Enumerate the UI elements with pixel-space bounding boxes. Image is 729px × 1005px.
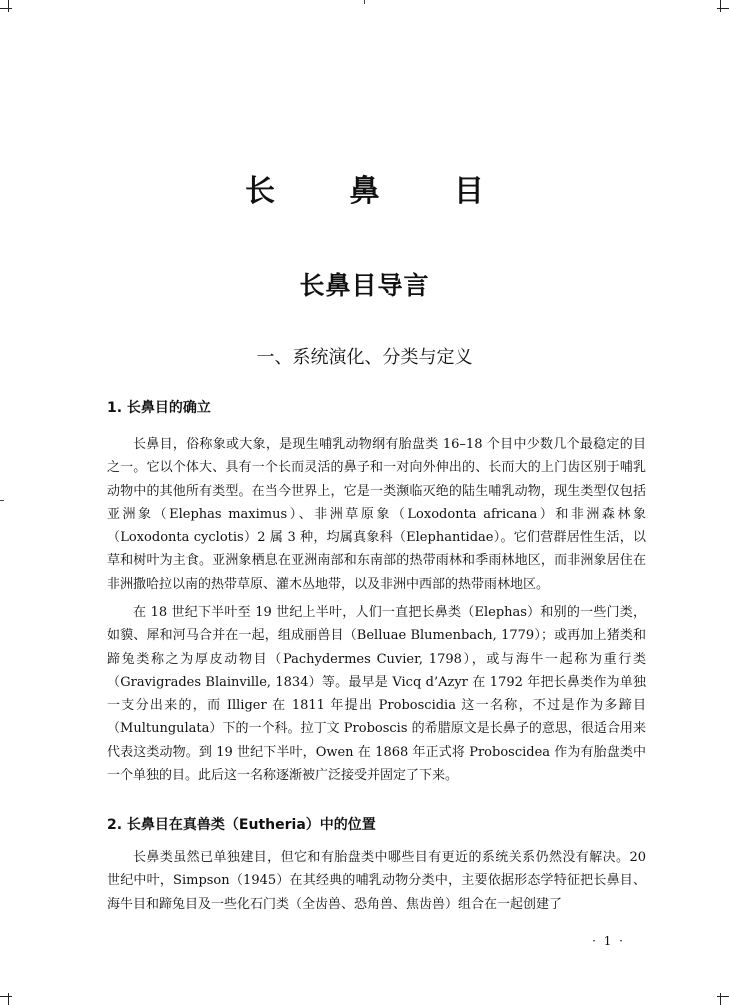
registration-tick <box>364 0 365 4</box>
page-number: · 1 · <box>592 934 625 948</box>
crop-mark <box>720 993 721 1005</box>
crop-mark <box>8 0 9 12</box>
body-paragraph: 长鼻类虽然已单独建目，但它和有胎盘类中哪些目有更近的系统关系仍然没有解决。20 世纪中叶，Simpson（1945）在其经典的哺乳动物分类中，主要依据形态学特征把长鼻目、海牛目和蹄兔目及一些化石门类（全齿兽、恐角兽、焦齿兽）组合在一起创建了 <box>107 850 646 912</box>
section-title: 一、系统演化、分类与定义 <box>256 347 473 368</box>
subsection-heading: 1. 长鼻目的确立 <box>107 400 211 416</box>
crop-mark <box>8 993 9 1005</box>
intro-title: 长鼻目导言 <box>299 271 430 300</box>
crop-mark <box>720 0 721 12</box>
subsection-heading: 2. 长鼻目在真兽类（Eutheria）中的位置 <box>107 817 376 833</box>
registration-tick <box>0 500 4 501</box>
crop-mark <box>717 996 729 997</box>
crop-mark <box>0 8 12 9</box>
crop-mark <box>717 8 729 9</box>
crop-mark <box>0 996 12 997</box>
body-paragraph: 长鼻目，俗称象或大象，是现生哺乳动物纲有胎盘类 16–18 个目中少数几个最稳定的目之一。它以个体大、具有一个长而灵活的鼻子和一对向外伸出的、长而大的上门齿区别于哺乳动物中的其他所有类型。在当今世界上，它是一类濒临灭绝的陆生哺乳动物，现生类型仅包括亚洲象（Elephas maximus）、非洲草原象（Loxodonta africana）和非洲森林象（Loxodonta cyclotis）2 属 3 种，均属真象科（Elephantidae）。它们营群居性生活，以草和树叶为主食。亚洲象栖息在亚洲南部和东南部的热带雨林和季雨林地区，而非洲象居住在非洲撒哈拉以南的热带草原、灌木丛地带，以及非洲中西部的热带雨林地区。 <box>107 437 646 592</box>
body-paragraph: 在 18 世纪下半叶至 19 世纪上半叶，人们一直把长鼻类（Elephas）和别的一些门类，如貘、犀和河马合并在一起，组成丽兽目（Belluae Blumenbach, 1779）；或再加上猪类和蹄兔类称之为厚皮动物目（Pachydermes Cuvier, 1798），或与海牛一起称为重行类（Gravigrades Blainville, 1834）等。最早是 Vicq d’Azyr 在 1792 年把长鼻类作为单独一支分出来的，而 Illiger 在 1811 年提出 Proboscidia 这一名称，不过是作为多蹄目（Multungulata）下的一个科。拉丁文 Proboscis 的希腊原文是长鼻子的意思，很适合用来代表这类动物。到 19 世纪下半叶，Owen 在 1868 年正式将 Proboscidea 作为有胎盘类中一个单独的目。此后这一名称逐渐被广泛接受并固定了下来。 <box>107 605 646 784</box>
chapter-title: 长 鼻 目 <box>245 174 516 209</box>
